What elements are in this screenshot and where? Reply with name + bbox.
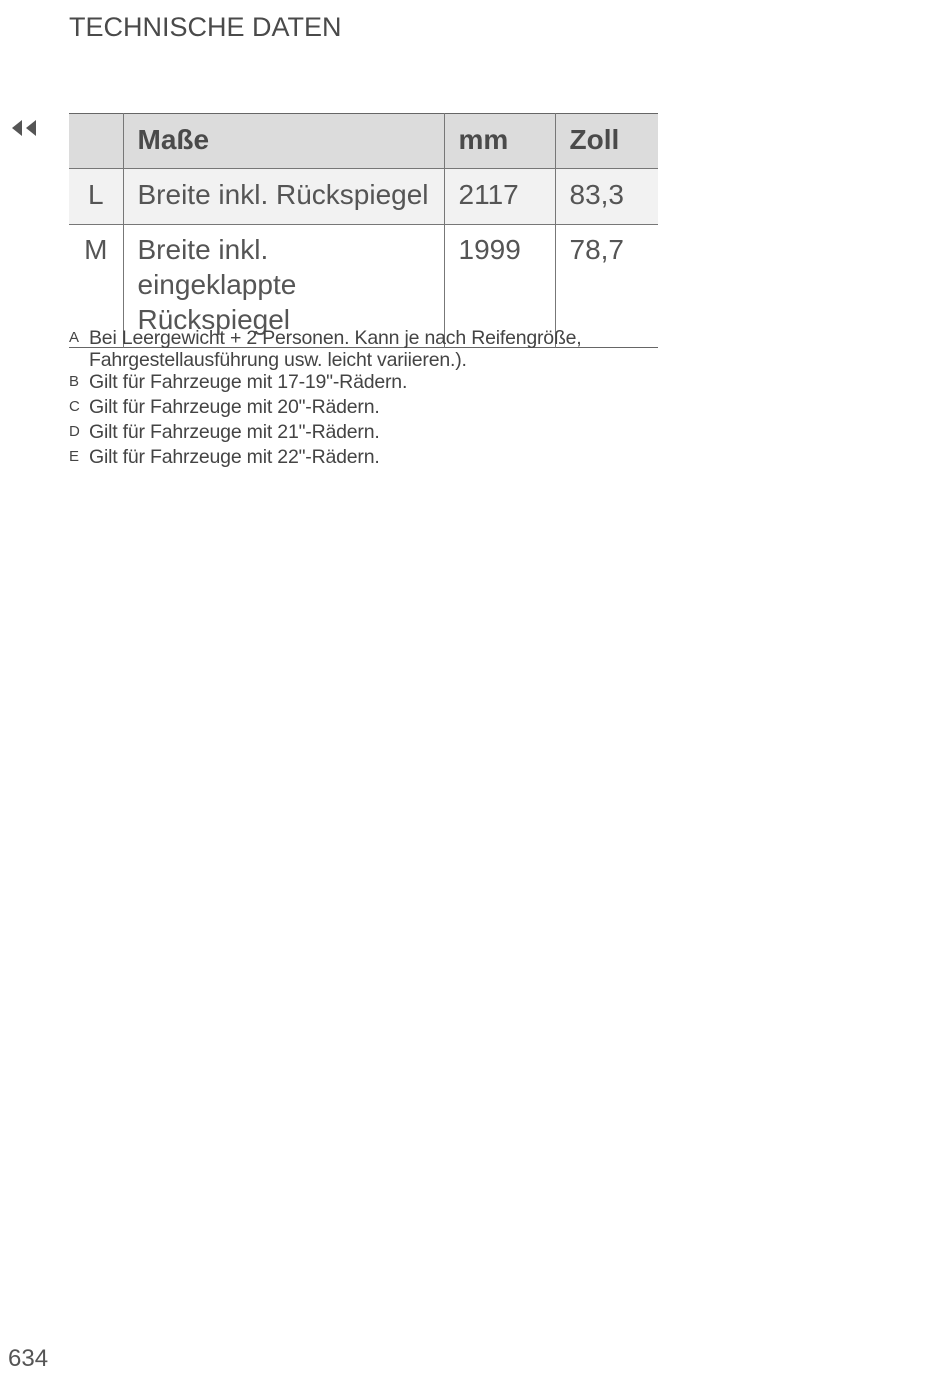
footnote-text: Gilt für Fahrzeuge mit 22"-Rädern. (89, 446, 380, 468)
footnotes (69, 327, 629, 471)
footnote-mark: B (69, 373, 79, 390)
footnote (69, 421, 629, 443)
page-number: 634 (8, 1345, 49, 1372)
footnote-mark: D (69, 423, 80, 440)
table-row (69, 169, 658, 225)
row-key: M (84, 234, 108, 265)
footnote (69, 396, 629, 418)
header-dimension: Maße (123, 114, 444, 169)
back-icon[interactable] (10, 118, 40, 138)
table-header-row (69, 114, 658, 169)
row-inch: 78,7 (555, 225, 658, 348)
row-key: L (87, 179, 104, 210)
footnote-text: Gilt für Fahrzeuge mit 17-19"-Rädern. (89, 371, 408, 393)
header-key (69, 114, 123, 169)
footnote-mark: E (69, 448, 79, 465)
row-inch: 83,3 (555, 169, 658, 225)
footnote (69, 446, 629, 468)
footnote (69, 371, 629, 393)
header-mm: mm (444, 114, 555, 169)
footnote-text: Gilt für Fahrzeuge mit 20"-Rädern. (89, 396, 380, 418)
page-title: TECHNISCHE DATEN (69, 12, 342, 42)
footnote-mark: A (69, 329, 79, 346)
footnote-mark: C (69, 398, 80, 415)
row-mm: 1999 (444, 225, 555, 348)
row-mm: 2117 (444, 169, 555, 225)
dimensions-table (69, 113, 658, 348)
footnote-text: Bei Leergewicht + 2 Personen. Kann je nach Reifengröße, Fahrgestellausführung usw. leicht variieren.). (89, 327, 582, 371)
row-description: Breite inkl. Rückspiegel (123, 169, 444, 225)
footnote-text: Gilt für Fahrzeuge mit 21"-Rädern. (89, 421, 380, 443)
row-description: Breite inkl. eingeklappte Rückspiegel (123, 225, 444, 348)
header-inch: Zoll (555, 114, 658, 169)
footnote (69, 327, 629, 371)
